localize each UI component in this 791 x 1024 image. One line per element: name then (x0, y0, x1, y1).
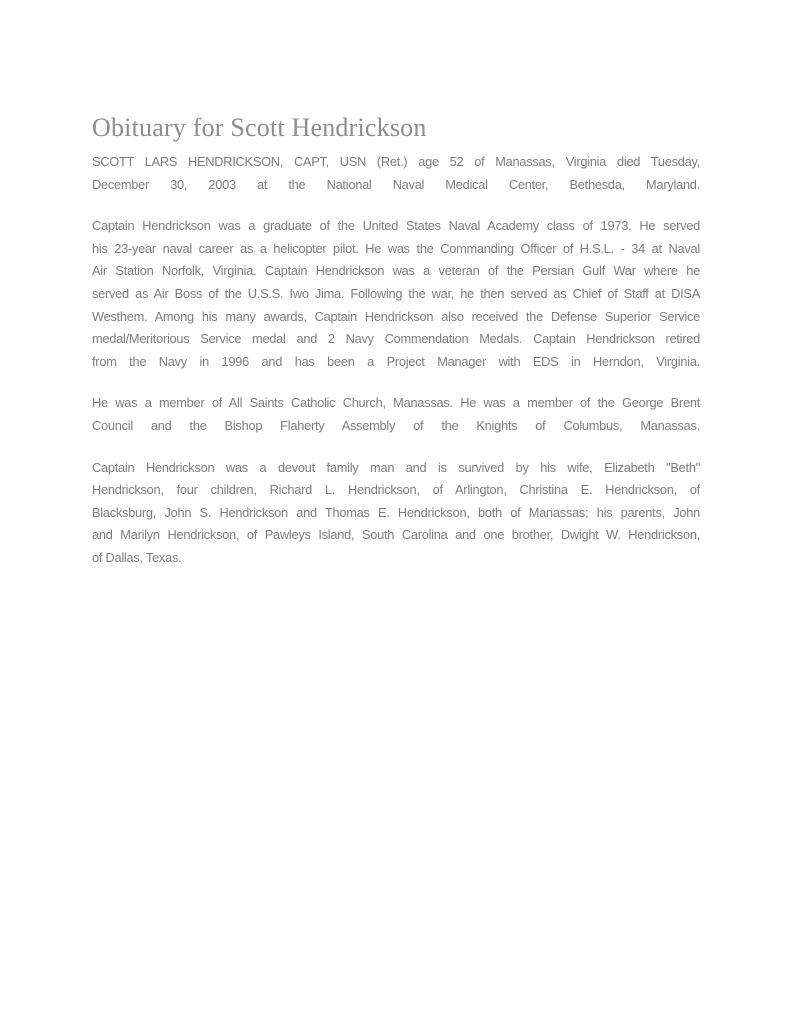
text-line: Council and the Bishop Flaherty Assembly of the Knights of Columbus, Manassas. (92, 417, 700, 433)
text-line: He was a member of All Saints Catholic Church, Manassas. He was a member of the George Brent (92, 395, 700, 411)
text-line: served as Air Boss of the U.S.S. Iwo Jima. Following the war, he then served as Chief of Staff at DISA (92, 285, 700, 301)
text-line: his 23-year naval career as a helicopter pilot. He was the Commanding Officer of H.S.L. - 34 at Naval (92, 240, 700, 256)
paragraph (92, 151, 700, 196)
text-line: of Dallas, Texas. (92, 549, 182, 565)
text-line: Westhem. Among his many awards, Captain Hendrickson also received the Defense Superior Service (92, 308, 700, 324)
page-title: Obituary for Scott Hendrickson (92, 113, 427, 142)
text-line: Captain Hendrickson was a graduate of the United States Naval Academy class of 1973. He served (92, 218, 700, 234)
text-line: December 30, 2003 at the National Naval Medical Center, Bethesda, Maryland. (92, 176, 700, 192)
text-line: from the Navy in 1996 and has been a Project Manager with EDS in Herndon, Virginia. (92, 353, 700, 369)
paragraph (92, 215, 700, 373)
paragraph (92, 392, 700, 437)
paragraph (92, 457, 700, 570)
text-line: medal/Meritorious Service medal and 2 Navy Commendation Medals. Captain Hendrickson retired (92, 331, 700, 347)
text-line: Captain Hendrickson was a devout family man and is survived by his wife, Elizabeth "Beth" (92, 459, 700, 475)
text-line: Air Station Norfolk, Virginia. Captain Hendrickson was a veteran of the Persian Gulf War where he (92, 263, 700, 279)
obituary-body (92, 151, 700, 570)
text-line: Blacksburg, John S. Hendrickson and Thomas E. Hendrickson, both of Manassas; his parents, John (92, 504, 700, 520)
text-line: SCOTT LARS HENDRICKSON, CAPT, USN (Ret.) age 52 of Manassas, Virginia died Tuesday, (92, 154, 700, 169)
text-line: and Marilyn Hendrickson, of Pawleys Island, South Carolina and one brother, Dwight W. Hendrickson, (92, 527, 700, 543)
text-line: Hendrickson, four children, Richard L. Hendrickson, of Arlington, Christina E. Hendrickson, of (92, 482, 700, 498)
